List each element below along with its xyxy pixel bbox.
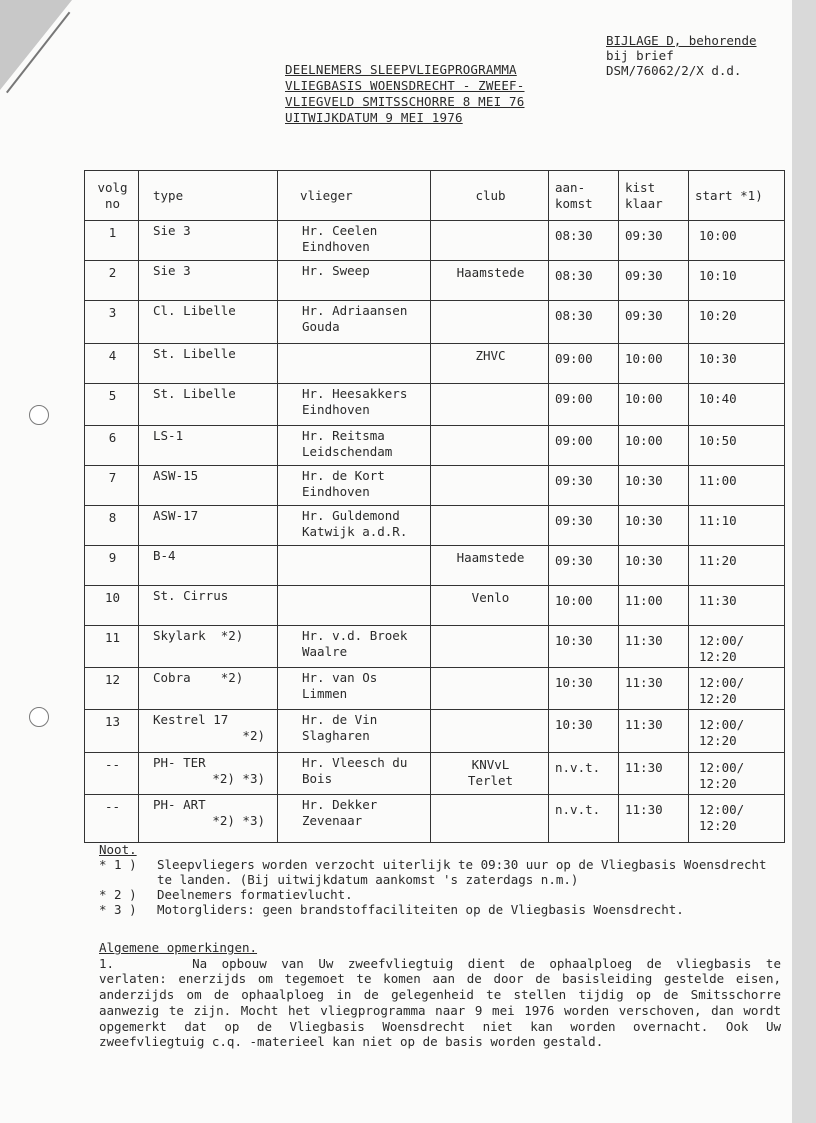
- cell-arrival: 10:30: [549, 626, 619, 668]
- folded-corner: [0, 0, 72, 90]
- punch-hole: [29, 707, 49, 727]
- cell-pilot: [278, 546, 431, 586]
- cell-ready: 11:30: [619, 668, 689, 710]
- cell-no: 12: [85, 668, 139, 710]
- cell-start: 12:00/ 12:20: [689, 626, 785, 668]
- cell-ready: 10:00: [619, 384, 689, 426]
- cell-start: 10:10: [689, 261, 785, 301]
- cell-type: [139, 626, 278, 668]
- table-row: [85, 301, 785, 344]
- type-label: St. Cirrus: [153, 588, 229, 603]
- table-row: [85, 344, 785, 384]
- note-text: Motorgliders: geen brandstoffaciliteiten op de Vliegbasis Woensdrecht.: [157, 902, 684, 917]
- cell-arrival: 08:30: [549, 261, 619, 301]
- cell-type: [139, 384, 278, 426]
- cell-club: [431, 710, 549, 753]
- heading-line: DEELNEMERS SLEEPVLIEGPROGRAMMA: [285, 62, 517, 77]
- cell-type: [139, 261, 278, 301]
- cell-arrival: 09:00: [549, 384, 619, 426]
- cell-no: 11: [85, 626, 139, 668]
- note-text: Sleepvliegers worden verzocht uiterlijk te 09:30 uur op de Vliegbasis Woensdrecht te landen. (Bij uitwijkdatum aankomst 's zaterdags n.m.): [157, 857, 767, 887]
- notes-title: Noot.: [99, 842, 137, 857]
- annex-line: BIJLAGE D, behorende: [606, 33, 757, 48]
- cell-pilot: Hr. Heesakkers Eindhoven: [278, 384, 431, 426]
- cell-club: KNVvL Terlet: [431, 753, 549, 795]
- cell-pilot: Hr. v.d. Broek Waalre: [278, 626, 431, 668]
- type-label: Kestrel 17: [153, 712, 229, 727]
- cell-arrival: 09:30: [549, 546, 619, 586]
- general-paragraph: [99, 956, 781, 1050]
- cell-type: [139, 466, 278, 506]
- table-row: [85, 753, 785, 795]
- cell-type: [139, 668, 278, 710]
- cell-start: 11:00: [689, 466, 785, 506]
- table-row: [85, 546, 785, 586]
- cell-no: 1: [85, 221, 139, 261]
- type-label: ASW-15: [153, 468, 199, 483]
- notes-section: [99, 842, 769, 917]
- cell-type: [139, 795, 278, 843]
- cell-club: [431, 795, 549, 843]
- cell-type: [139, 546, 278, 586]
- table-row: [85, 466, 785, 506]
- cell-arrival: 08:30: [549, 301, 619, 344]
- cell-club: [431, 668, 549, 710]
- cell-start: 10:20: [689, 301, 785, 344]
- cell-no: 8: [85, 506, 139, 546]
- cell-ready: 09:30: [619, 261, 689, 301]
- cell-start: 12:00/ 12:20: [689, 710, 785, 753]
- cell-type: [139, 344, 278, 384]
- cell-pilot: Hr. de Vin Slagharen: [278, 710, 431, 753]
- note-mark: * 2 ): [99, 887, 137, 902]
- type-label: Skylark *2): [153, 628, 244, 643]
- type-label: B-4: [153, 548, 176, 563]
- header-pilot: vlieger: [278, 171, 431, 221]
- table-row: [85, 384, 785, 426]
- cell-start: 10:30: [689, 344, 785, 384]
- annex-line: bij brief: [606, 48, 674, 63]
- heading-line: UITWIJKDATUM 9 MEI 1976: [285, 110, 463, 125]
- cell-pilot: Hr. Adriaansen Gouda: [278, 301, 431, 344]
- table-row: [85, 668, 785, 710]
- note-mark: * 3 ): [99, 902, 137, 917]
- type-footnote-marks: *2) *3): [212, 813, 265, 828]
- table-row: [85, 506, 785, 546]
- type-label: St. Libelle: [153, 386, 236, 401]
- cell-start: 12:00/ 12:20: [689, 795, 785, 843]
- note-text: Deelnemers formatievlucht.: [157, 887, 353, 902]
- table-row: [85, 221, 785, 261]
- type-label: Cl. Libelle: [153, 303, 236, 318]
- cell-no: 13: [85, 710, 139, 753]
- cell-ready: 10:00: [619, 426, 689, 466]
- paragraph-text: Na opbouw van Uw zweefvliegtuig dient de ophaalploeg de vliegbasis te verlaten: enerzijds om tegemoet te komen aan de door de basisleiding gestelde eisen, anderzijds om de ophaalploeg in de gelegenheid te stellen tijdig op de Smitsschorre aanwezig te zijn. Mocht het vliegprogramma naar 9 mei 1976 worden verschoven, dan wordt opgemerkt dat op de Vliegbasis Woensdrecht niet kan worden overnacht. Ook Uw zweefvliegtuig c.q. -materieel kan niet op de basis worden gestald.: [99, 955, 781, 1050]
- type-footnote-marks: *2) *3): [212, 771, 265, 786]
- note-item: [99, 902, 769, 917]
- general-title: Algemene opmerkingen.: [99, 940, 258, 955]
- table-header-row: [85, 171, 785, 221]
- schedule-table: [84, 170, 785, 843]
- cell-pilot: Hr. Vleesch du Bois: [278, 753, 431, 795]
- note-mark: * 1 ): [99, 857, 137, 872]
- cell-arrival: n.v.t.: [549, 753, 619, 795]
- heading-line: VLIEGVELD SMITSSCHORRE 8 MEI 76: [285, 94, 525, 109]
- type-label: St. Libelle: [153, 346, 236, 361]
- table-row: [85, 795, 785, 843]
- cell-club: [431, 384, 549, 426]
- type-label: PH- TER: [153, 755, 206, 770]
- cell-arrival: 10:30: [549, 668, 619, 710]
- note-item: [99, 857, 769, 887]
- cell-pilot: Hr. Reitsma Leidschendam: [278, 426, 431, 466]
- cell-type: [139, 221, 278, 261]
- cell-ready: 10:00: [619, 344, 689, 384]
- cell-club: Venlo: [431, 586, 549, 626]
- cell-type: [139, 710, 278, 753]
- cell-pilot: Hr. Guldemond Katwijk a.d.R.: [278, 506, 431, 546]
- header-arrival: aan- komst: [549, 171, 619, 221]
- type-label: LS-1: [153, 428, 184, 443]
- cell-pilot: Hr. Ceelen Eindhoven: [278, 221, 431, 261]
- cell-no: --: [85, 795, 139, 843]
- cell-ready: 10:30: [619, 506, 689, 546]
- cell-club: Haamstede: [431, 546, 549, 586]
- cell-type: [139, 753, 278, 795]
- cell-club: [431, 426, 549, 466]
- cell-pilot: Hr. Sweep: [278, 261, 431, 301]
- cell-club: [431, 301, 549, 344]
- type-label: PH- ART: [153, 797, 206, 812]
- cell-ready: 10:30: [619, 466, 689, 506]
- cell-pilot: [278, 344, 431, 384]
- header-club: club: [431, 171, 549, 221]
- cell-pilot: [278, 586, 431, 626]
- cell-ready: 11:00: [619, 586, 689, 626]
- cell-arrival: 09:00: [549, 426, 619, 466]
- cell-club: [431, 221, 549, 261]
- document-heading: [285, 62, 525, 126]
- cell-type: [139, 301, 278, 344]
- type-footnote-marks: *2): [242, 728, 265, 743]
- cell-start: 11:20: [689, 546, 785, 586]
- cell-no: 6: [85, 426, 139, 466]
- cell-start: 10:40: [689, 384, 785, 426]
- cell-club: ZHVC: [431, 344, 549, 384]
- cell-ready: 10:30: [619, 546, 689, 586]
- cell-no: 4: [85, 344, 139, 384]
- annex-reference: [606, 33, 757, 78]
- table-row: [85, 626, 785, 668]
- cell-start: 11:30: [689, 586, 785, 626]
- cell-ready: 11:30: [619, 753, 689, 795]
- cell-start: 10:00: [689, 221, 785, 261]
- cell-start: 11:10: [689, 506, 785, 546]
- cell-ready: 09:30: [619, 221, 689, 261]
- cell-pilot: Hr. de Kort Eindhoven: [278, 466, 431, 506]
- cell-type: [139, 586, 278, 626]
- cell-no: 5: [85, 384, 139, 426]
- paragraph-number: 1.: [99, 955, 115, 971]
- table-row: [85, 710, 785, 753]
- header-no: volg no: [85, 171, 139, 221]
- table-row: [85, 261, 785, 301]
- cell-type: [139, 506, 278, 546]
- cell-arrival: 10:00: [549, 586, 619, 626]
- header-start: start *1): [689, 171, 785, 221]
- cell-start: 10:50: [689, 426, 785, 466]
- table-row: [85, 586, 785, 626]
- cell-club: [431, 506, 549, 546]
- cell-ready: 11:30: [619, 795, 689, 843]
- cell-no: 7: [85, 466, 139, 506]
- heading-line: VLIEGBASIS WOENSDRECHT - ZWEEF-: [285, 78, 525, 93]
- type-label: ASW-17: [153, 508, 199, 523]
- cell-arrival: 08:30: [549, 221, 619, 261]
- type-label: Cobra *2): [153, 670, 244, 685]
- cell-no: --: [85, 753, 139, 795]
- cell-club: [431, 466, 549, 506]
- cell-type: [139, 426, 278, 466]
- header-ready: kist klaar: [619, 171, 689, 221]
- punch-hole: [29, 405, 49, 425]
- cell-arrival: 10:30: [549, 710, 619, 753]
- cell-ready: 11:30: [619, 710, 689, 753]
- annex-line: DSM/76062/2/X d.d.: [606, 63, 742, 78]
- cell-start: 12:00/ 12:20: [689, 668, 785, 710]
- cell-arrival: 09:30: [549, 466, 619, 506]
- cell-start: 12:00/ 12:20: [689, 753, 785, 795]
- cell-pilot: Hr. Dekker Zevenaar: [278, 795, 431, 843]
- cell-no: 2: [85, 261, 139, 301]
- cell-club: [431, 626, 549, 668]
- cell-club: Haamstede: [431, 261, 549, 301]
- general-remarks: [99, 940, 781, 1050]
- cell-pilot: Hr. van Os Limmen: [278, 668, 431, 710]
- cell-arrival: 09:30: [549, 506, 619, 546]
- cell-no: 10: [85, 586, 139, 626]
- cell-arrival: n.v.t.: [549, 795, 619, 843]
- cell-ready: 09:30: [619, 301, 689, 344]
- type-label: Sie 3: [153, 223, 191, 238]
- table-row: [85, 426, 785, 466]
- note-item: [99, 887, 769, 902]
- cell-no: 3: [85, 301, 139, 344]
- cell-arrival: 09:00: [549, 344, 619, 384]
- cell-ready: 11:30: [619, 626, 689, 668]
- type-label: Sie 3: [153, 263, 191, 278]
- header-type: type: [139, 171, 278, 221]
- cell-no: 9: [85, 546, 139, 586]
